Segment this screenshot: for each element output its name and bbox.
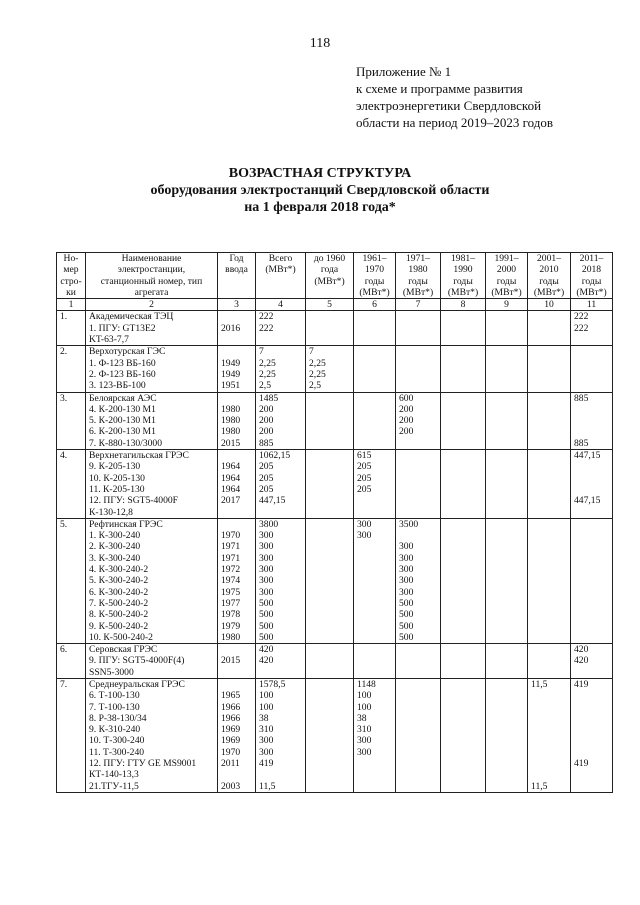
capacity-cell — [441, 311, 486, 346]
table-header-row — [57, 253, 613, 299]
station-name-cell: Рефтинская ГРЭС 1. К-300-240 2. К-300-240 3. К-300-240 4. К-300-240-2 5. К-300-240-2 6. К-300-240-2 7. К-500-240-2 8. К-500-240-2 9. К-500-240-2 10. К-500-240-2 — [86, 518, 218, 643]
station-name-cell: Серовская ГРЭС 9. ПГУ: SGT5-4000F(4) SSN5-3000 — [86, 644, 218, 679]
capacity-cell: 600 200 200 200 — [396, 392, 441, 449]
appendix-line: электроэнергетики Свердловской — [356, 98, 542, 113]
capacity-cell — [306, 678, 354, 792]
capacity-cell — [354, 346, 396, 392]
capacity-cell — [486, 392, 528, 449]
row-number-cell: 3. — [57, 392, 86, 449]
column-header: Всего (МВт*) — [256, 253, 306, 299]
capacity-cell — [486, 678, 528, 792]
capacity-cell — [486, 346, 528, 392]
capacity-cell — [528, 450, 571, 519]
capacity-cell: 11,5 11,5 — [528, 678, 571, 792]
row-number-cell: 2. — [57, 346, 86, 392]
capacity-cell: 885 885 — [571, 392, 613, 449]
table-row — [57, 346, 613, 392]
title-line: ВОЗРАСТНАЯ СТРУКТУРА — [228, 166, 412, 181]
capacity-cell: 1578,5 100 100 38 310 300 300 419 11,5 — [256, 678, 306, 792]
capacity-cell: 615 205 205 205 — [354, 450, 396, 519]
row-number-cell: 5. — [57, 518, 86, 643]
capacity-cell — [306, 644, 354, 679]
column-header: Год ввода — [218, 253, 256, 299]
appendix-line: области на период 2019–2023 годов — [356, 115, 553, 130]
capacity-cell — [528, 518, 571, 643]
column-number: 4 — [256, 299, 306, 311]
station-name-cell: Академическая ТЭЦ 1. ПГУ: GT13E2 KT-63-7,7 — [86, 311, 218, 346]
capacity-cell: 420 420 — [571, 644, 613, 679]
column-header: 1971– 1980 годы (МВт*) — [396, 253, 441, 299]
column-number: 9 — [486, 299, 528, 311]
capacity-cell: 1148 100 100 38 310 300 300 — [354, 678, 396, 792]
capacity-cell — [528, 392, 571, 449]
capacity-cell — [396, 346, 441, 392]
capacity-cell — [528, 311, 571, 346]
column-number: 6 — [354, 299, 396, 311]
column-header: 1961– 1970 годы (МВт*) — [354, 253, 396, 299]
title-line: на 1 февраля 2018 года* — [244, 200, 396, 215]
column-header: Наименование электростанции, станционный номер, тип агрегата — [86, 253, 218, 299]
appendix-line: Приложение № 1 — [356, 64, 452, 79]
capacity-cell — [486, 450, 528, 519]
capacity-cell — [441, 518, 486, 643]
capacity-cell — [441, 678, 486, 792]
column-number: 1 — [57, 299, 86, 311]
station-name-cell: Верхотурская ГЭС 1. Ф-123 ВБ-160 2. Ф-123 ВБ-160 3. 123-ВБ-100 — [86, 346, 218, 392]
capacity-cell — [441, 392, 486, 449]
column-number: 5 — [306, 299, 354, 311]
station-name-cell: Среднеуральская ГРЭС 6. Т-100-130 7. Т-100-130 8. Р-38-130/34 9. К-310-240 10. Т-300-240 11. Т-300-240 12. ПГУ: ГТУ GE MS9001 КТ-140-13,3 21.ТГУ-11,5 — [86, 678, 218, 792]
appendix-header — [356, 63, 553, 131]
capacity-cell: 7 2,25 2,25 2,5 — [306, 346, 354, 392]
year-cell: 1980 1980 1980 2015 — [218, 392, 256, 449]
column-number: 11 — [571, 299, 613, 311]
capacity-cell — [528, 644, 571, 679]
appendix-line: к схеме и программе развития — [356, 81, 523, 96]
capacity-cell: 222 222 — [256, 311, 306, 346]
capacity-cell — [354, 392, 396, 449]
table-row — [57, 678, 613, 792]
column-number: 2 — [86, 299, 218, 311]
column-header: Но- мер стро- ки — [57, 253, 86, 299]
row-number-cell: 4. — [57, 450, 86, 519]
capacity-cell: 447,15 447,15 — [571, 450, 613, 519]
capacity-cell — [396, 311, 441, 346]
column-number: 3 — [218, 299, 256, 311]
capacity-cell — [354, 311, 396, 346]
station-name-cell: Верхнетагильская ГРЭС 9. К-205-130 10. К-205-130 11. К-205-130 12. ПГУ: SGT5-4000F К-130-12,8 — [86, 450, 218, 519]
table-row — [57, 644, 613, 679]
year-cell: 1949 1949 1951 — [218, 346, 256, 392]
capacity-cell: 420 420 — [256, 644, 306, 679]
capacity-cell: 419 419 — [571, 678, 613, 792]
capacity-cell — [441, 644, 486, 679]
station-name-cell: Белоярская АЭС 4. К-200-130 М1 5. К-200-130 М1 6. К-200-130 М1 7. К-880-130/3000 — [86, 392, 218, 449]
row-number-cell: 1. — [57, 311, 86, 346]
column-header: 2011– 2018 годы (МВт*) — [571, 253, 613, 299]
capacity-cell — [396, 644, 441, 679]
capacity-cell — [306, 392, 354, 449]
equipment-age-table — [56, 252, 613, 793]
capacity-cell — [571, 346, 613, 392]
capacity-cell: 300 300 — [354, 518, 396, 643]
year-cell: 2016 — [218, 311, 256, 346]
capacity-cell: 222 222 — [571, 311, 613, 346]
title-line: оборудования электростанций Свердловской области — [150, 183, 490, 198]
capacity-cell: 1485 200 200 200 885 — [256, 392, 306, 449]
capacity-cell — [354, 644, 396, 679]
capacity-cell — [396, 678, 441, 792]
column-header: до 1960 года (МВт*) — [306, 253, 354, 299]
capacity-cell: 1062,15 205 205 205 447,15 — [256, 450, 306, 519]
table-row — [57, 392, 613, 449]
table-row — [57, 450, 613, 519]
capacity-cell — [306, 311, 354, 346]
capacity-cell: 7 2,25 2,25 2,5 — [256, 346, 306, 392]
table-row — [57, 518, 613, 643]
capacity-cell — [441, 450, 486, 519]
column-number-row — [57, 299, 613, 311]
column-header: 1991– 2000 годы (МВт*) — [486, 253, 528, 299]
year-cell: 1970 1971 1971 1972 1974 1975 1977 1978 1979 1980 — [218, 518, 256, 643]
capacity-cell — [441, 346, 486, 392]
capacity-cell: 3800 300 300 300 300 300 300 500 500 500 500 — [256, 518, 306, 643]
row-number-cell: 6. — [57, 644, 86, 679]
capacity-cell — [486, 518, 528, 643]
column-header: 2001– 2010 годы (МВт*) — [528, 253, 571, 299]
capacity-cell — [306, 450, 354, 519]
year-cell: 1965 1966 1966 1969 1969 1970 2011 2003 — [218, 678, 256, 792]
column-number: 7 — [396, 299, 441, 311]
capacity-cell — [486, 644, 528, 679]
year-cell: 2015 — [218, 644, 256, 679]
capacity-cell — [528, 346, 571, 392]
capacity-cell — [486, 311, 528, 346]
capacity-cell — [571, 518, 613, 643]
capacity-cell — [306, 518, 354, 643]
year-cell: 1964 1964 1964 2017 — [218, 450, 256, 519]
page-number: 118 — [309, 36, 331, 51]
column-number: 10 — [528, 299, 571, 311]
row-number-cell: 7. — [57, 678, 86, 792]
capacity-cell: 3500 300 300 300 300 300 500 500 500 500 — [396, 518, 441, 643]
capacity-cell — [396, 450, 441, 519]
column-number: 8 — [441, 299, 486, 311]
column-header: 1981– 1990 годы (МВт*) — [441, 253, 486, 299]
table-row — [57, 311, 613, 346]
document-title — [0, 165, 640, 216]
